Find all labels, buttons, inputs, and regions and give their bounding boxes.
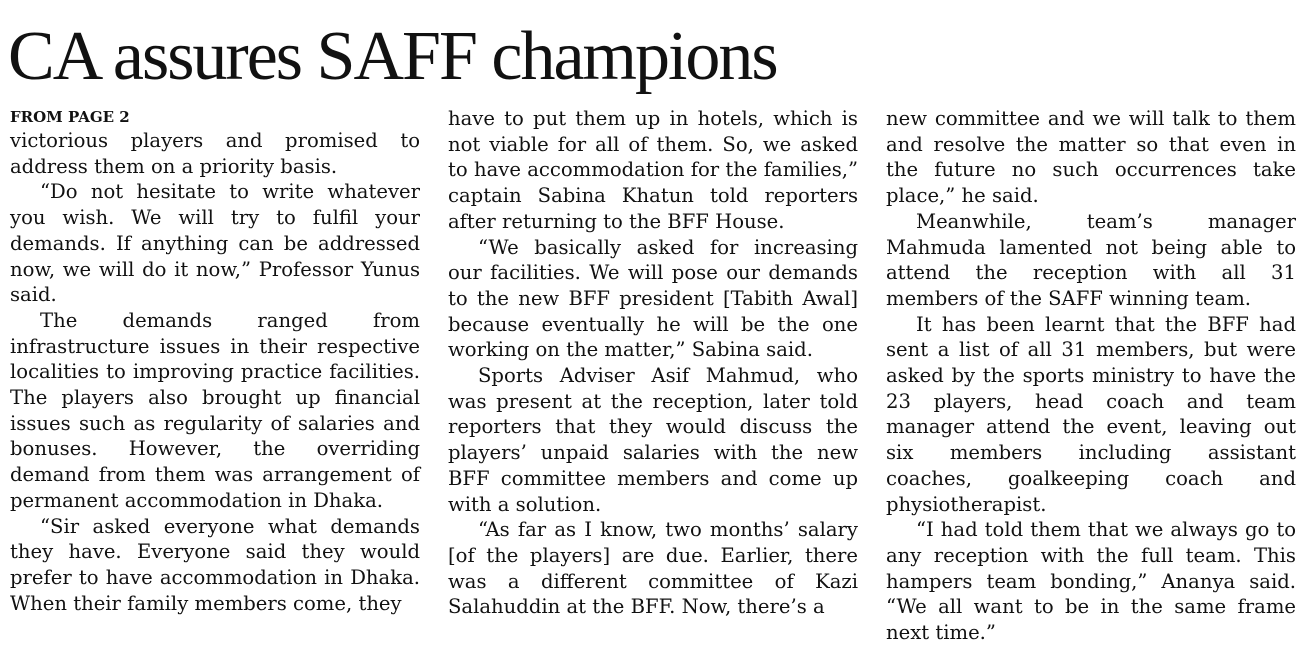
paragraph: The demands ranged from infrastructure issues in their respective localities to improving practice facilities. The players also brought up financial issues such as regularity of salaries and bonuses. However, the overriding demand from them was arrangement of permanent accommodation in Dhaka. xyxy=(10,308,420,512)
dateline: FROM PAGE 2 xyxy=(10,108,130,126)
paragraph: new committee and we will talk to them and resolve the matter so that even in the future no such occurrences take place,” he said. xyxy=(886,107,1296,208)
headline: CA assures SAFF champions xyxy=(8,18,777,95)
paragraph: have to put them up in hotels, which is not viable for all of them. So, we asked to have accommodation for the families,” captain Sabina Khatun told reporters after returning to the BFF House. xyxy=(448,107,858,233)
paragraph: Meanwhile, team’s manager Mahmuda lamented not being able to attend the reception with all 31 members of the SAFF winning team. xyxy=(886,209,1296,310)
paragraph: “Sir asked everyone what demands they have. Everyone said they would prefer to have accommodation in Dhaka. When their family members come, they xyxy=(10,514,420,615)
paragraph: “We basically asked for increasing our facilities. We will pose our demands to the new BFF president [Tabith Awal] because eventually he will be the one working on the matter,” Sabina said. xyxy=(448,235,858,362)
paragraph: “I had told them that we always go to any reception with the full team. This hampers team bonding,” Ananya said. “We all want to be in the same frame next time.” xyxy=(886,518,1296,645)
article-column-1 xyxy=(10,106,420,616)
article-column-3 xyxy=(886,106,1296,646)
paragraph: Sports Adviser Asif Mahmud, who was present at the reception, later told reporters that they would discuss the players’ unpaid salaries with the new BFF committee members and come up with a solution. xyxy=(448,364,858,516)
paragraph: “As far as I know, two months’ salary [of the players] are due. Earlier, there was a different committee of Kazi Salahuddin at the BFF. Now, there’s a xyxy=(448,518,858,619)
paragraph: It has been learnt that the BFF had sent a list of all 31 members, but were asked by the sports ministry to have the 23 players, head coach and team manager attend the event, leaving out six members including assistant coaches, goalkeeping coach and physiotherapist. xyxy=(886,312,1296,516)
article-column-2 xyxy=(448,106,858,620)
paragraph: victorious players and promised to address them on a priority basis. xyxy=(10,129,420,178)
paragraph: “Do not hesitate to write whatever you wish. We will try to fulfil your demands. If anything can be addressed now, we will do it now,” Professor Yunus said. xyxy=(10,180,420,307)
